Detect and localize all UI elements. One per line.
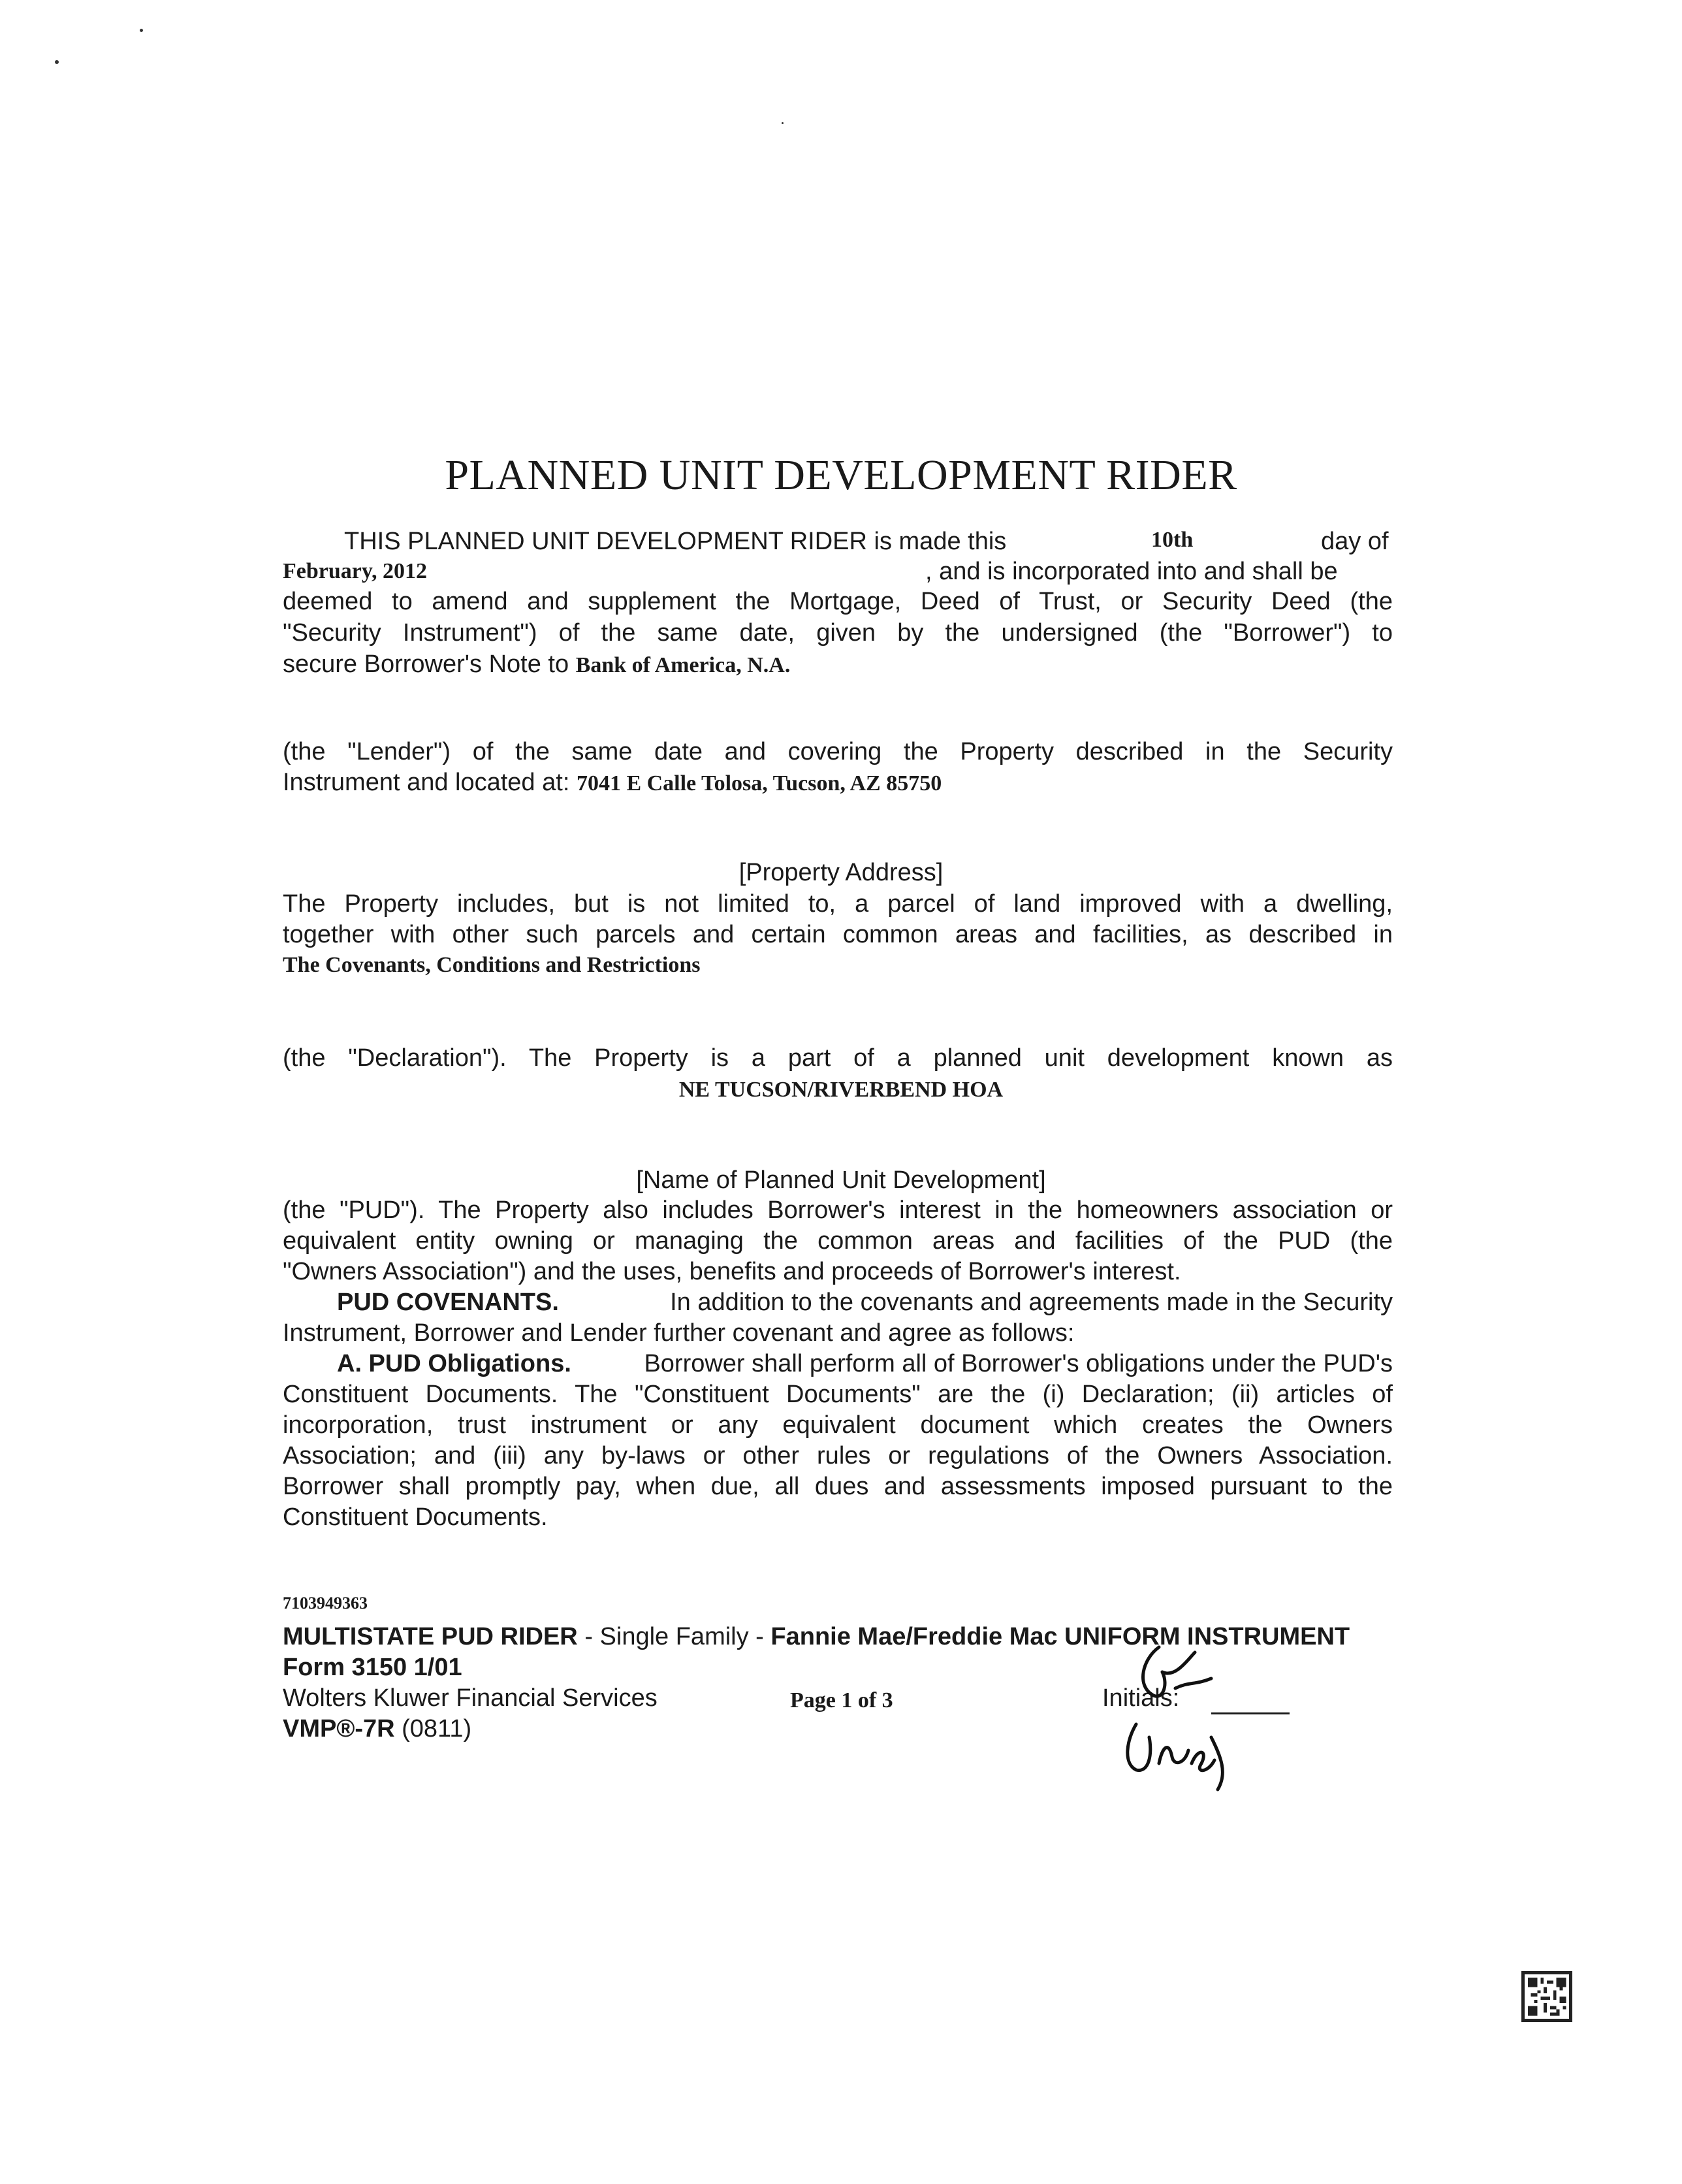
lender-line-2 [283,767,942,799]
form-desc: - Single Family - [577,1623,771,1650]
vmp-code [283,1714,471,1744]
covenants-heading: PUD COVENANTS. [337,1289,559,1316]
scan-speck [55,60,59,64]
obligations-heading: A. PUD Obligations. [337,1350,571,1377]
initials-label: Initials: [1102,1684,1180,1712]
initials-signature [1097,1633,1254,1796]
obligations-line-2: Constituent Documents. The "Constituent Documents" are the (i) Declaration; (ii) articles of [283,1381,1393,1408]
pud-name-caption: [Name of Planned Unit Development] [636,1166,1046,1194]
intro-line-1: THIS PLANNED UNIT DEVELOPMENT RIDER is made this [344,528,1007,555]
obligations-line-1 [337,1349,1393,1379]
declaration-line-1: (the "Declaration"). The Property is a part of a planned unit development known as [283,1044,1393,1072]
intro-line-5-text: secure Borrower's Note to [283,650,569,678]
declaration-line-3: equivalent entity owning or managing the common areas and facilities of the PUD (the [283,1227,1393,1255]
obligations-line-6: Constituent Documents. [283,1503,548,1531]
intro-line-4: "Security Instrument") of the same date, given by the undersigned (the "Borrower") to [283,619,1393,647]
intro-line-3: deemed to amend and supplement the Mortgage, Deed of Trust, or Security Deed (the [283,588,1393,615]
scan-speck [140,29,143,32]
covenants-line-2: Instrument, Borrower and Lender further covenant and agree as follows: [283,1319,1075,1347]
form-number: Form 3150 1/01 [283,1654,462,1681]
declaration-line-4: "Owners Association") and the uses, benefits and proceeds of Borrower's interest. [283,1258,1181,1285]
obligations-line-1-rest: Borrower shall perform all of Borrower's obligations under the PUD's [644,1350,1393,1377]
vmp-code-bold: VMP®-7R [283,1715,395,1742]
intro-line-5 [283,649,790,681]
form-name: MULTISTATE PUD RIDER [283,1623,578,1650]
obligations-line-4: Association; and (iii) any by-laws or other rules or regulations of the Owners Association. [283,1442,1393,1469]
loan-number: 7103949363 [283,1594,368,1613]
property-line-2: together with other such parcels and certain common areas and facilities, as described in [283,921,1393,948]
form-agency: Fannie Mae/Freddie Mac UNIFORM INSTRUMENT [770,1623,1350,1650]
declaration-document-value: The Covenants, Conditions and Restrictions [283,953,701,977]
obligations-line-5: Borrower shall promptly pay, when due, all dues and assessments imposed pursuant to the [283,1473,1393,1500]
date-value: February, 2012 [283,559,427,583]
property-address-value: 7041 E Calle Tolosa, Tucson, AZ 85750 [576,771,942,795]
lender-line-2-text: Instrument and located at: [283,769,570,796]
day-value: 10th [1151,528,1194,552]
lender-value: Bank of America, N.A. [575,653,791,677]
pud-name-value: NE TUCSON/RIVERBEND HOA [678,1078,1004,1102]
page-number: Page 1 of 3 [790,1688,893,1712]
page-title: PLANNED UNIT DEVELOPMENT RIDER [445,451,1237,499]
lender-line-1: (the "Lender") of the same date and covering the Property described in the Security [283,738,1393,765]
property-line-1: The Property includes, but is not limited to, a parcel of land improved with a dwelling, [283,890,1393,918]
property-address-caption: [Property Address] [738,859,944,886]
scan-speck [782,122,784,124]
covenants-line-1-rest: In addition to the covenants and agreements made in the Security [670,1289,1393,1316]
declaration-line-2: (the "PUD"). The Property also includes Borrower's interest in the homeowners association or [283,1196,1393,1224]
intro-line-2-rest: , and is incorporated into and shall be [925,558,1338,585]
obligations-line-3: incorporation, trust instrument or any equivalent document which creates the Owners [283,1411,1393,1439]
vmp-code-rest: (0811) [394,1715,472,1742]
day-of-label: day of [1321,528,1389,555]
covenants-line-1 [337,1287,1393,1318]
publisher: Wolters Kluwer Financial Services [283,1684,658,1712]
barcode-icon [1521,1971,1572,2022]
